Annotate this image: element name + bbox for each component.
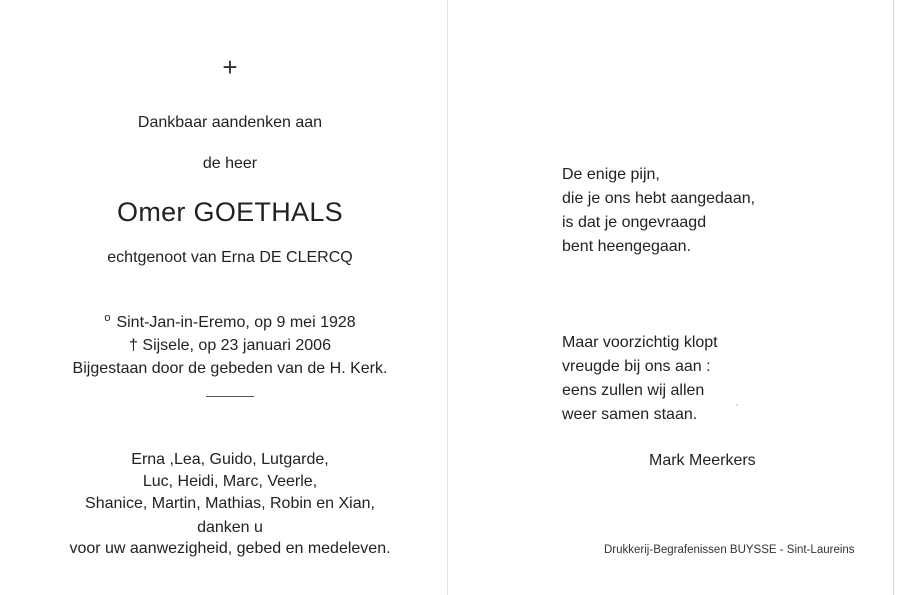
- card-edge: [893, 0, 894, 595]
- left-panel: [0, 0, 447, 595]
- family-line-3: Shanice, Martin, Mathias, Robin en Xian,: [85, 495, 375, 512]
- family-line-1: Erna ,Lea, Guido, Lutgarde,: [131, 451, 329, 468]
- poem-stanza-1: [562, 163, 755, 259]
- poem-line: weer samen staan.: [562, 406, 698, 423]
- deceased-name: Omer GOETHALS: [117, 197, 343, 227]
- birth-text: Sint-Jan-in-Eremo, op 9 mei 1928: [116, 314, 356, 331]
- printer-credit: Drukkerij-Begrafenissen BUYSSE - Sint-Laureins: [604, 544, 855, 556]
- poem-line: bent heengegaan.: [562, 238, 692, 255]
- cross-symbol: +: [222, 52, 238, 82]
- poem-line: eens zullen wij allen: [562, 382, 705, 399]
- poem-line: is dat je ongevraagd: [562, 214, 707, 231]
- birth-line: [0, 312, 460, 335]
- divider-rule: [206, 396, 254, 397]
- death-line: [0, 335, 460, 357]
- poem-line: De enige pijn,: [562, 166, 660, 183]
- poem-line: Maar voorzichtig klopt: [562, 334, 718, 351]
- intro-text: Dankbaar aandenken aan: [137, 114, 323, 131]
- poem-stanza-2: [562, 331, 718, 427]
- thanks-for-text: voor uw aanwezigheid, gebed en medeleven.: [69, 540, 391, 557]
- death-symbol: †: [129, 337, 138, 354]
- family-line-2: Luc, Heidi, Marc, Veerle,: [142, 473, 318, 490]
- death-text: Sijsele, op 23 januari 2006: [142, 337, 331, 354]
- poem-line: die je ons hebt aangedaan,: [562, 190, 756, 207]
- spouse-text: echtgenoot van Erna DE CLERCQ: [107, 249, 353, 266]
- poem-line: vreugde bij ons aan :: [562, 358, 711, 375]
- poem-author: Mark Meerkers: [649, 452, 756, 469]
- title-text: de heer: [202, 155, 258, 172]
- thanks-text: danken u: [197, 519, 263, 536]
- sacrament-text: Bijgestaan door de gebeden van de H. Kerk.: [72, 360, 388, 377]
- paper-speck: [736, 404, 738, 406]
- right-panel: [448, 0, 893, 595]
- birth-symbol: o: [104, 312, 111, 324]
